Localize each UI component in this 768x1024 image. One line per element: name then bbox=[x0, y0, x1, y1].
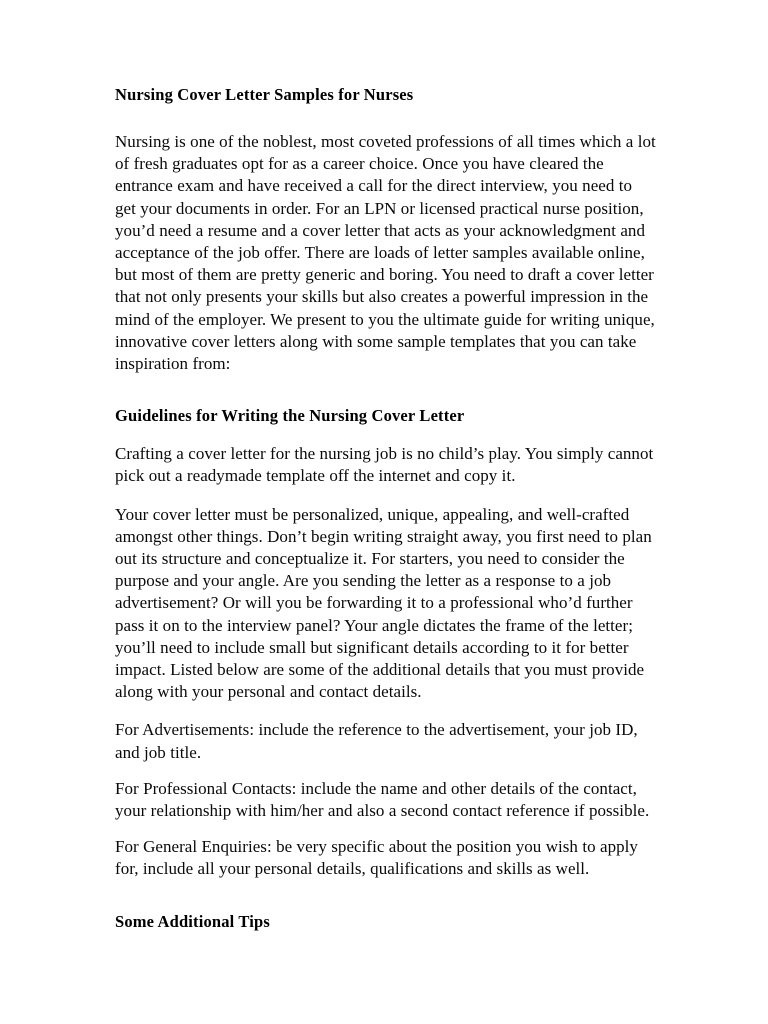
paragraph-for-general-enquiries: For General Enquiries: be very specific about the position you wish to apply for, include all your personal details, qualifications and skills as well. bbox=[115, 837, 638, 879]
page-title: Nursing Cover Letter Samples for Nurses bbox=[115, 85, 414, 104]
spacer bbox=[115, 881, 657, 911]
paragraph-for-professional-contacts: For Professional Contacts: include the name and other details of the contact, your relationship with him/her and also a second contact reference if possible. bbox=[115, 778, 650, 821]
paragraph-personalized: Your cover letter must be personalized, unique, appealing, and well-crafted amongst other things. Don’t begin writing straight away, you first need to plan out its structure and conceptualize it. For starters, you need to consider the purpose and your angle. Are you sending the letter as a response to a job advertisement? Or will you be forwarding it to a professional who’d further pass it on to the interview panel? Your angle dictates the frame of the letter; you’ll need to include small but significant details according to it for better impact. Listed below are some of the additional details that you must provide along with your personal and contact details. bbox=[115, 504, 652, 702]
paragraph-crafting: Crafting a cover letter for the nursing job is no child’s play. You simply cannot pick out a readymade template off the internet and copy it. bbox=[115, 444, 654, 486]
spacer bbox=[115, 488, 657, 504]
document-text-column bbox=[115, 84, 657, 932]
section-heading-guidelines: Guidelines for Writing the Nursing Cover Letter bbox=[115, 406, 465, 426]
spacer bbox=[115, 764, 657, 778]
spacer bbox=[115, 105, 657, 131]
section-heading-additional-tips: Some Additional Tips bbox=[115, 911, 270, 931]
paragraph-for-advertisements: For Advertisements: include the reference to the advertisement, your job ID, and job title. bbox=[115, 720, 638, 762]
spacer bbox=[115, 822, 657, 836]
spacer bbox=[115, 375, 657, 405]
paragraph-introduction: Nursing is one of the noblest, most coveted professions of all times which a lot of fresh graduates opt for as a career choice. Once you have cleared the entrance exam and have received a call for the direct interview, you need to get your documents in order. For an LPN or licensed practical nurse position, you’d need a resume and a cover letter that acts as your acknowledgment and acceptance of the job offer. There are loads of letter samples available online, but most of them are pretty generic and boring. You need to draft a cover letter that not only presents your skills but also creates a powerful impression in the mind of the employer. We present to you the ultimate guide for writing unique, innovative cover letters along with some sample templates that you can take inspiration from: bbox=[115, 132, 656, 374]
spacer bbox=[115, 703, 657, 719]
spacer bbox=[115, 426, 657, 443]
